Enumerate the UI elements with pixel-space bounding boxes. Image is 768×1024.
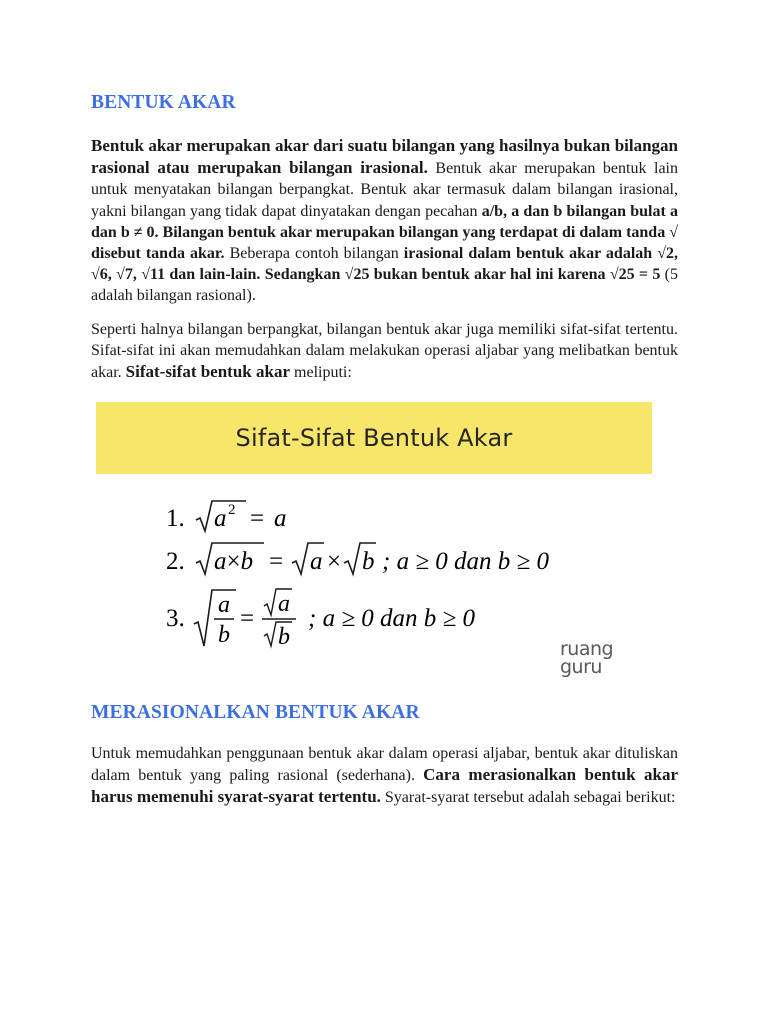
formula-3-sqrt-b: b bbox=[278, 624, 290, 650]
formula-1-exponent: 2 bbox=[228, 502, 236, 518]
formula-2-radicand: a×b bbox=[214, 548, 254, 575]
formula-3-condition: ; a ≥ 0 dan b ≥ 0 bbox=[308, 605, 476, 632]
properties-figure bbox=[96, 402, 652, 692]
text-run: Bentuk akar merupakan bentuk lain untuk menyatakan bilangan berpangkat. Bentuk akar termasuk dalam bilangan irasional, yakni bilangan yang tidak dapat dinyatakan dengan pecahan bbox=[91, 160, 679, 220]
formula-3-den-b: b bbox=[218, 622, 230, 648]
formula-2 bbox=[166, 539, 596, 581]
logo-line-2: guru bbox=[560, 656, 602, 678]
formula-2-equals: = bbox=[269, 548, 284, 575]
formula-1 bbox=[166, 497, 366, 537]
paragraph-rationalizing bbox=[91, 743, 678, 809]
figure-banner-title: Sifat-Sifat Bentuk Akar bbox=[235, 424, 513, 452]
ruangguru-logo bbox=[560, 640, 634, 684]
bold-run: irasional dalam bentuk akar adalah √2, √6, √7, √11 dan lain-lain. Sedangkan √25 bukan bentuk akar hal ini karena √25 = 5 bbox=[91, 245, 679, 284]
formula-3-num-a: a bbox=[218, 592, 230, 618]
logo-line-1: ruang bbox=[560, 638, 614, 660]
formula-2-sqrt-a: a bbox=[310, 548, 323, 575]
formula-1-radicand: a bbox=[214, 505, 227, 532]
section-heading-bentuk-akar: BENTUK AKAR bbox=[91, 92, 236, 113]
formula-3-number: 3. bbox=[166, 605, 185, 632]
paragraph-properties-intro bbox=[91, 319, 678, 384]
text-run: Beberapa contoh bilangan bbox=[224, 245, 404, 263]
formula-1-number: 1. bbox=[166, 505, 185, 532]
text-run: Seperti halnya bilangan berpangkat, bilangan bentuk akar juga memiliki sifat-sifat tertentu. Sifat-sifat ini akan memudahkan dalam melakukan operasi aljabar yang melibatkan bentuk akar. bbox=[91, 321, 678, 382]
text-run: (5 adalah bilangan rasional). bbox=[91, 266, 679, 305]
formula-3 bbox=[166, 588, 526, 650]
text-run: Syarat-syarat tersebut adalah sebagai berikut: bbox=[380, 789, 676, 807]
formula-2-condition: ; a ≥ 0 dan b ≥ 0 bbox=[382, 548, 550, 575]
formula-3-equals: = bbox=[240, 605, 255, 632]
formula-2-sqrt-b: b bbox=[362, 548, 375, 575]
section-heading-merasionalkan: MERASIONALKAN BENTUK AKAR bbox=[91, 702, 420, 723]
bold-definition: Bentuk akar merupakan akar dari suatu bilangan yang hasilnya bukan bilangan rasional atau merupakan bilangan irasional. bbox=[91, 136, 678, 178]
bold-run: a/b, a dan b bilangan bulat a dan b ≠ 0. Bilangan bentuk akar merupakan bilangan yang terdapat di dalam tanda √ disebut tanda akar. bbox=[91, 202, 679, 263]
text-run: meliputi: bbox=[290, 364, 352, 382]
formula-2-times: × bbox=[327, 548, 342, 575]
bold-run: Sifat-sifat bentuk akar bbox=[125, 362, 291, 382]
formula-2-number: 2. bbox=[166, 548, 185, 575]
formula-1-equals: = bbox=[250, 505, 265, 532]
text-run: Untuk memudahkan penggunaan bentuk akar dalam operasi aljabar, bentuk akar dituliskan dalam bentuk yang paling rasional (sederhana). bbox=[91, 745, 678, 785]
formula-1-result: a bbox=[274, 505, 287, 532]
bold-run: Cara merasionalkan bentuk akar harus memenuhi syarat-syarat tertentu. bbox=[91, 765, 679, 807]
formula-3-sqrt-a: a bbox=[278, 591, 290, 617]
paragraph-definition bbox=[91, 135, 678, 307]
